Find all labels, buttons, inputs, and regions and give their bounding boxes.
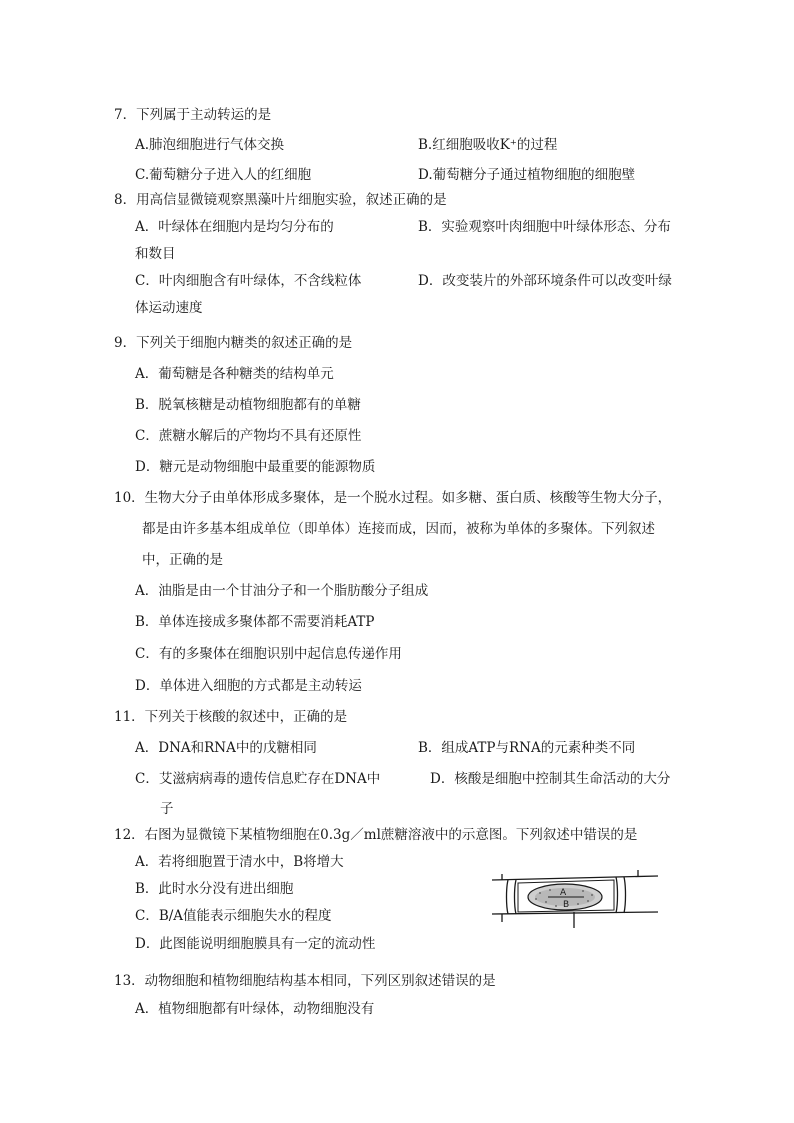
figure-label-b: B xyxy=(563,900,570,910)
q12-option-c[interactable]: C．B/A值能表示细胞失水的程度 xyxy=(135,908,332,924)
q7-option-b[interactable]: B.红细胞吸收K⁺的过程 xyxy=(418,137,558,153)
q10-stem-line-1: 10．生物大分子由单体形成多聚体，是一个脱水过程。如多糖、蛋白质、核酸等生物大分子， xyxy=(114,490,672,506)
q8-option-b[interactable]: B．实验观察叶肉细胞中叶绿体形态、分布 xyxy=(418,219,671,235)
q11-option-c[interactable]: C．艾滋病病毒的遗传信息贮存在DNA中 xyxy=(135,771,381,787)
q10-option-b[interactable]: B．单体连接成多聚体都不需要消耗ATP xyxy=(135,614,375,630)
q8-option-d[interactable]: D．改变装片的外部环境条件可以改变叶绿 xyxy=(418,273,672,289)
q13-stem: 13．动物细胞和植物细胞结构基本相同，下列区别叙述错误的是 xyxy=(114,973,496,989)
q8-option-c[interactable]: C．叶肉细胞含有叶绿体，不含线粒体 xyxy=(135,273,362,289)
q13-option-a[interactable]: A．植物细胞都有叶绿体，动物细胞没有 xyxy=(135,1001,375,1017)
q12-stem: 12．右图为显微镜下某植物细胞在0.3g／ml蔗糖溶液中的示意图。下列叙述中错误的是 xyxy=(114,827,638,843)
q11-stem: 11．下列关于核酸的叙述中，正确的是 xyxy=(114,709,348,725)
q12-option-a[interactable]: A．若将细胞置于清水中，B将增大 xyxy=(135,854,344,870)
plant-cell-figure xyxy=(488,866,663,934)
q10-option-c[interactable]: C．有的多聚体在细胞识别中起信息传递作用 xyxy=(135,646,402,662)
q10-stem-line-3: 中，正确的是 xyxy=(142,552,223,568)
q7-stem: 7．下列属于主动转运的是 xyxy=(114,107,272,123)
q12-option-b[interactable]: B．此时水分没有进出细胞 xyxy=(135,881,294,897)
q9-option-c[interactable]: C．蔗糖水解后的产物均不具有还原性 xyxy=(135,428,362,444)
q8-option-d-continued: 体运动速度 xyxy=(135,300,203,316)
q10-stem-line-2: 都是由许多基本组成单位（即单体）连接而成，因而，被称为单体的多聚体。下列叙述 xyxy=(142,521,655,537)
q8-option-a[interactable]: A．叶绿体在细胞内是均匀分布的 xyxy=(135,219,334,235)
figure-label-a: A xyxy=(560,888,567,898)
q9-option-d[interactable]: D．糖元是动物细胞中最重要的能源物质 xyxy=(135,459,376,475)
q11-option-a[interactable]: A．DNA和RNA中的戊糖相同 xyxy=(135,740,317,756)
q7-option-a[interactable]: A.肺泡细胞进行气体交换 xyxy=(135,137,285,153)
q9-stem: 9．下列关于细胞内糖类的叙述正确的是 xyxy=(114,335,353,351)
q10-option-d[interactable]: D．单体进入细胞的方式都是主动转运 xyxy=(135,678,362,694)
q11-option-d[interactable]: D．核酸是细胞中控制其生命活动的大分 xyxy=(430,771,671,787)
q9-option-a[interactable]: A．葡萄糖是各种糖类的结构单元 xyxy=(135,366,334,382)
q12-option-d[interactable]: D．此图能说明细胞膜具有一定的流动性 xyxy=(135,936,376,952)
q7-option-d[interactable]: D.葡萄糖分子通过植物细胞的细胞壁 xyxy=(418,167,636,183)
q11-option-b[interactable]: B．组成ATP与RNA的元素种类不同 xyxy=(418,740,636,756)
q11-option-d-continued: 子 xyxy=(160,801,174,817)
q10-option-a[interactable]: A．油脂是由一个甘油分子和一个脂肪酸分子组成 xyxy=(135,583,429,599)
q7-option-c[interactable]: C.葡萄糖分子进入人的红细胞 xyxy=(135,167,312,183)
q8-option-b-continued: 和数目 xyxy=(135,246,176,262)
q9-option-b[interactable]: B．脱氧核糖是动植物细胞都有的单糖 xyxy=(135,397,361,413)
q8-stem: 8．用高信显微镜观察黑藻叶片细胞实验，叙述正确的是 xyxy=(114,192,447,208)
